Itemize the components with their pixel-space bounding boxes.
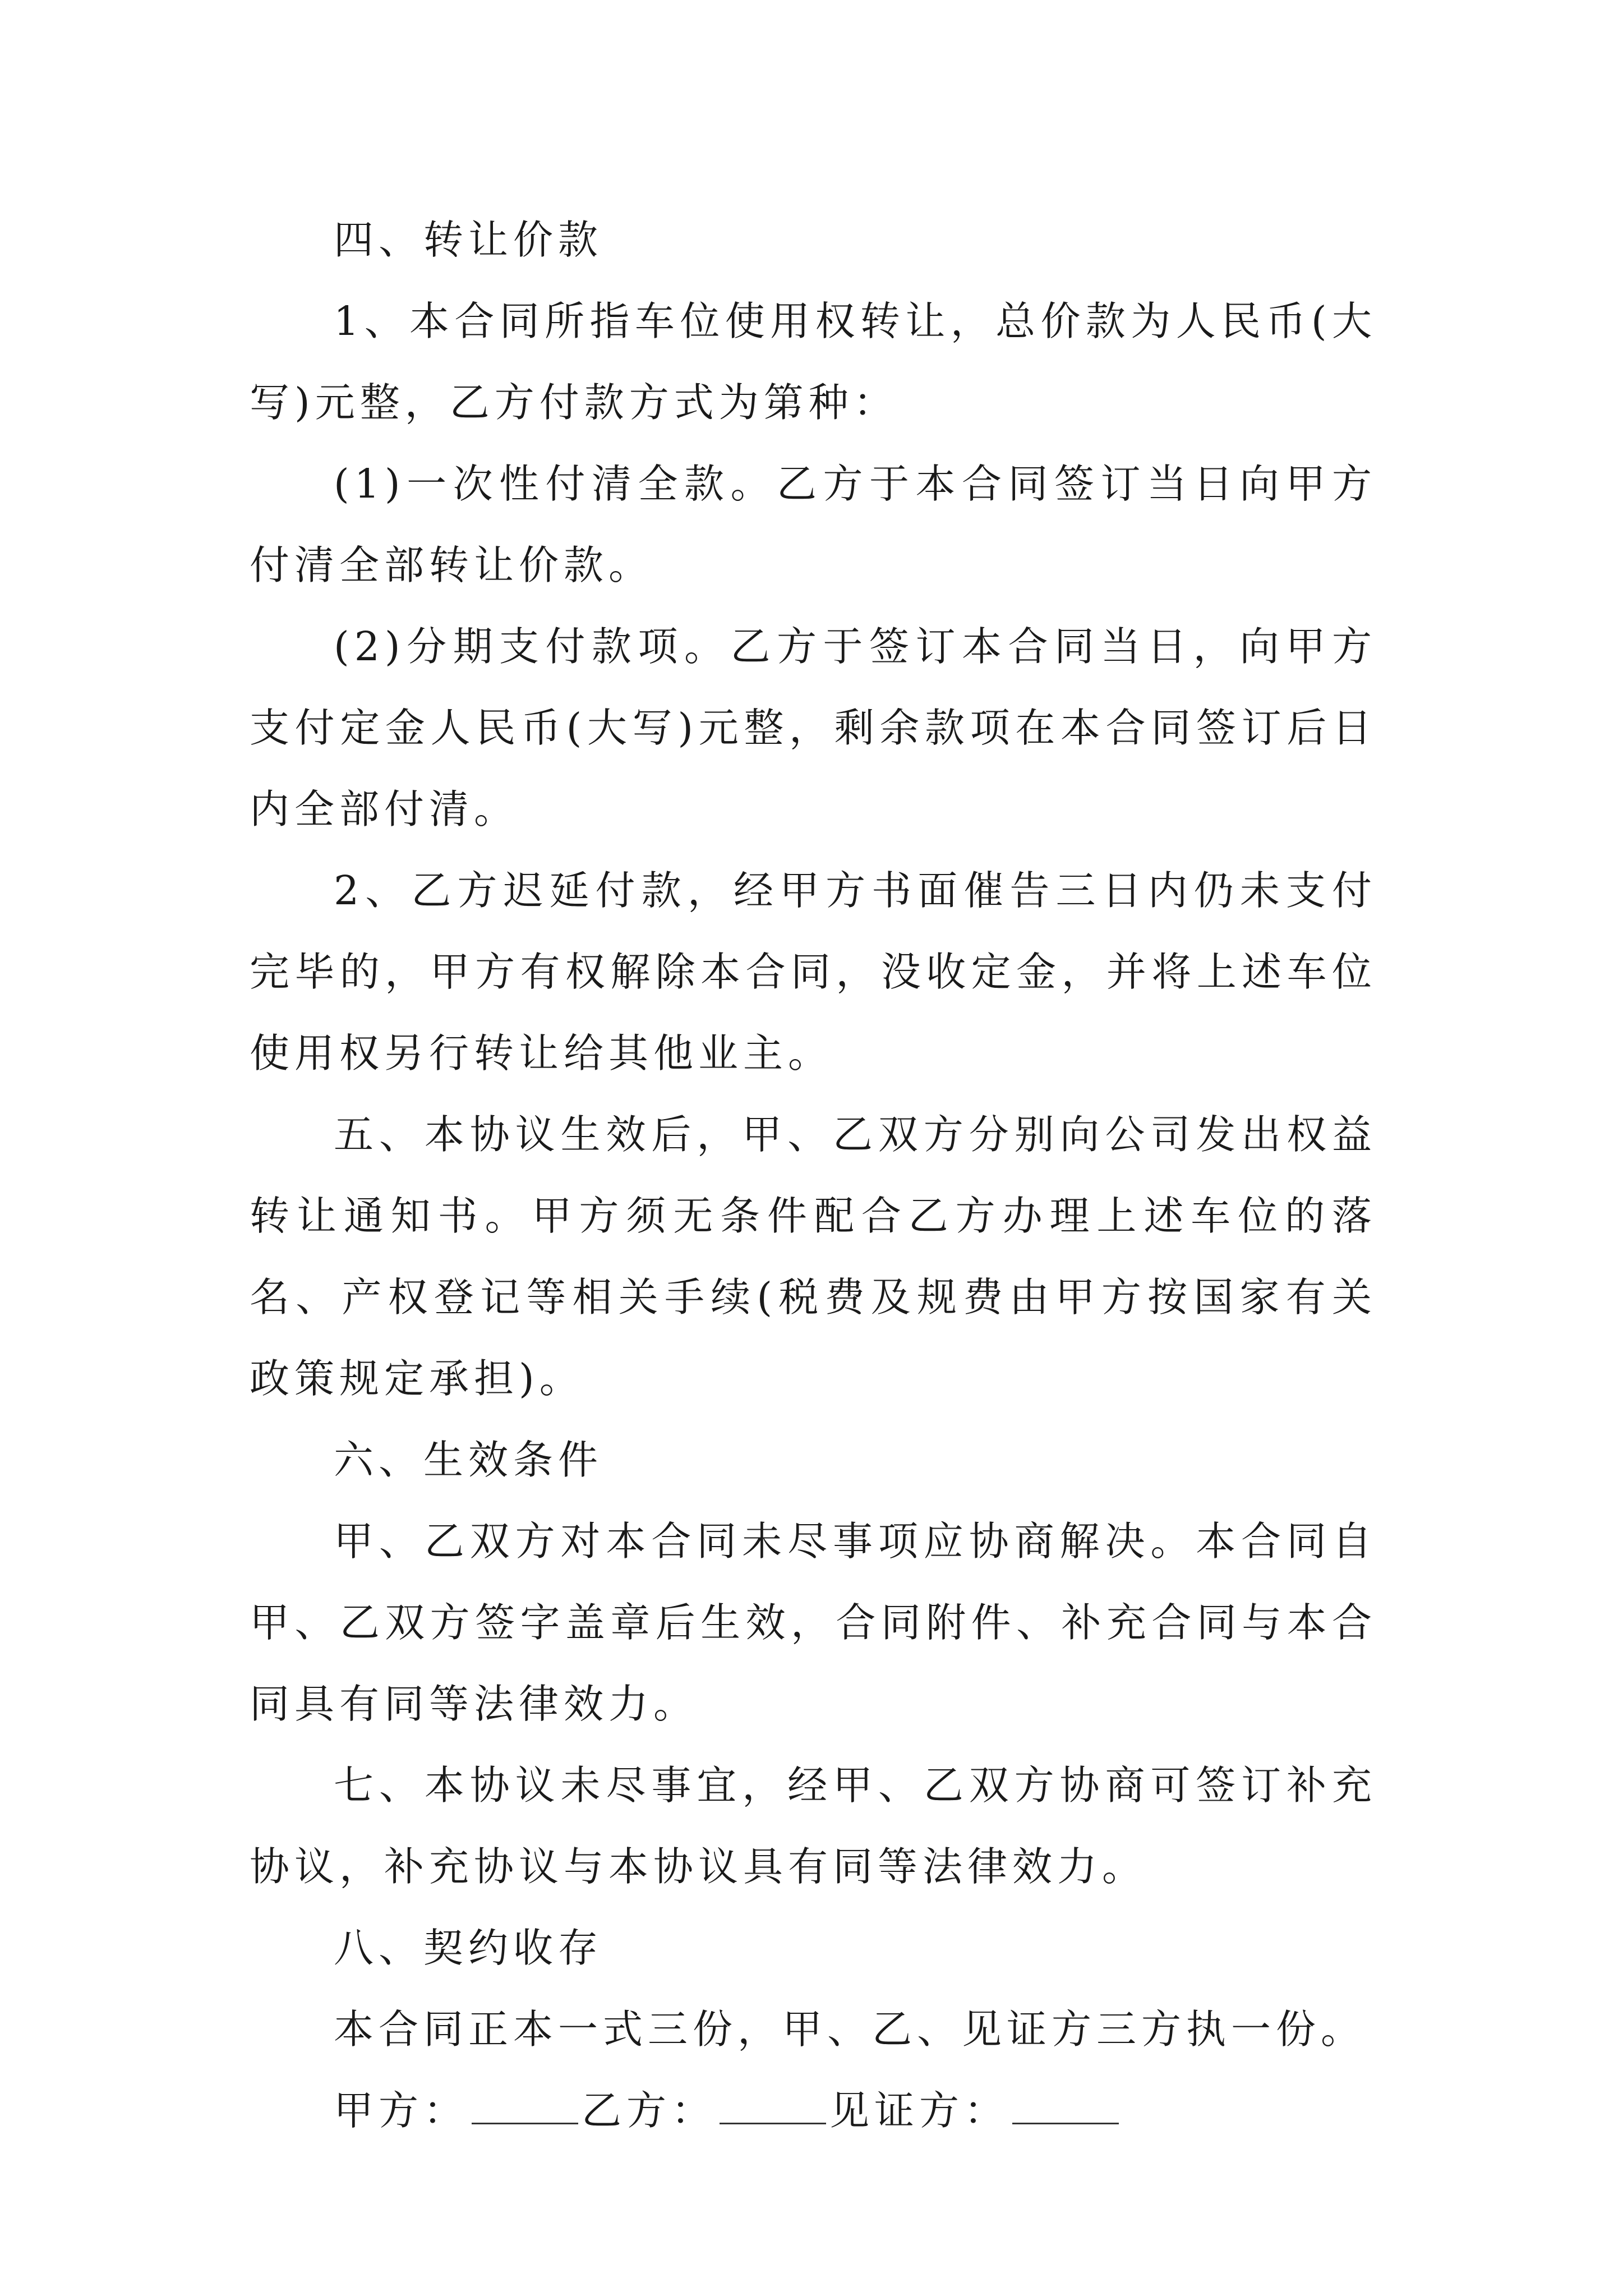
clause-effective-conditions: 甲、乙双方对本合同未尽事项应协商解决。本合同自甲、乙双方签字盖章后生效，合同附件、补充合同与本合同具有同等法律效力。 [250,1518,1377,1727]
section-heading-copies: 八、契约收存 [334,1925,603,1971]
clause-late-payment: 2、乙方迟延付款，经甲方书面催告三日内仍未支付完毕的，甲方有权解除本合同，没收定金，并将上述车位使用权另行转让给其他业主。 [250,867,1377,1076]
clause-full-payment: (1)一次性付清全款。乙方于本合同签订当日向甲方付清全部转让价款。 [250,461,1377,588]
signature-line [250,2070,1377,2151]
witness-label: 见证方： [829,2087,1009,2134]
clause-total-price: 1、本合同所指车位使用权转让，总价款为人民币(大写)元整，乙方付款方式为第种： [250,298,1377,426]
section-effect-transfer: 五、本协议生效后，甲、乙双方分别向公司发出权益转让通知书。甲方须无条件配合乙方办理上述车位的落名、产权登记等相关手续(税费及规费由甲方按国家有关政策规定承担)。 [250,1111,1377,1402]
party-a-label: 甲方： [334,2087,469,2134]
party-b-label: 乙方： [582,2087,717,2134]
section-heading-conditions: 六、生效条件 [334,1437,603,1483]
witness-blank [1012,2117,1119,2124]
clause-copies: 本合同正本一式三份，甲、乙、见证方三方执一份。 [334,2006,1366,2053]
party-b-blank [720,2117,826,2124]
clause-installment-payment: (2)分期支付款项。乙方于签订本合同当日，向甲方支付定金人民币(大写)元整，剩余款项在本合同签订后日内全部付清。 [250,623,1377,832]
section-heading-price: 四、转让价款 [334,217,603,263]
section-supplementary-agreement: 七、本协议未尽事宜，经甲、乙双方协商可签订补充协议，补充协议与本协议具有同等法律效力。 [250,1762,1377,1890]
party-a-blank [472,2117,578,2124]
contract-body [250,199,1377,2151]
